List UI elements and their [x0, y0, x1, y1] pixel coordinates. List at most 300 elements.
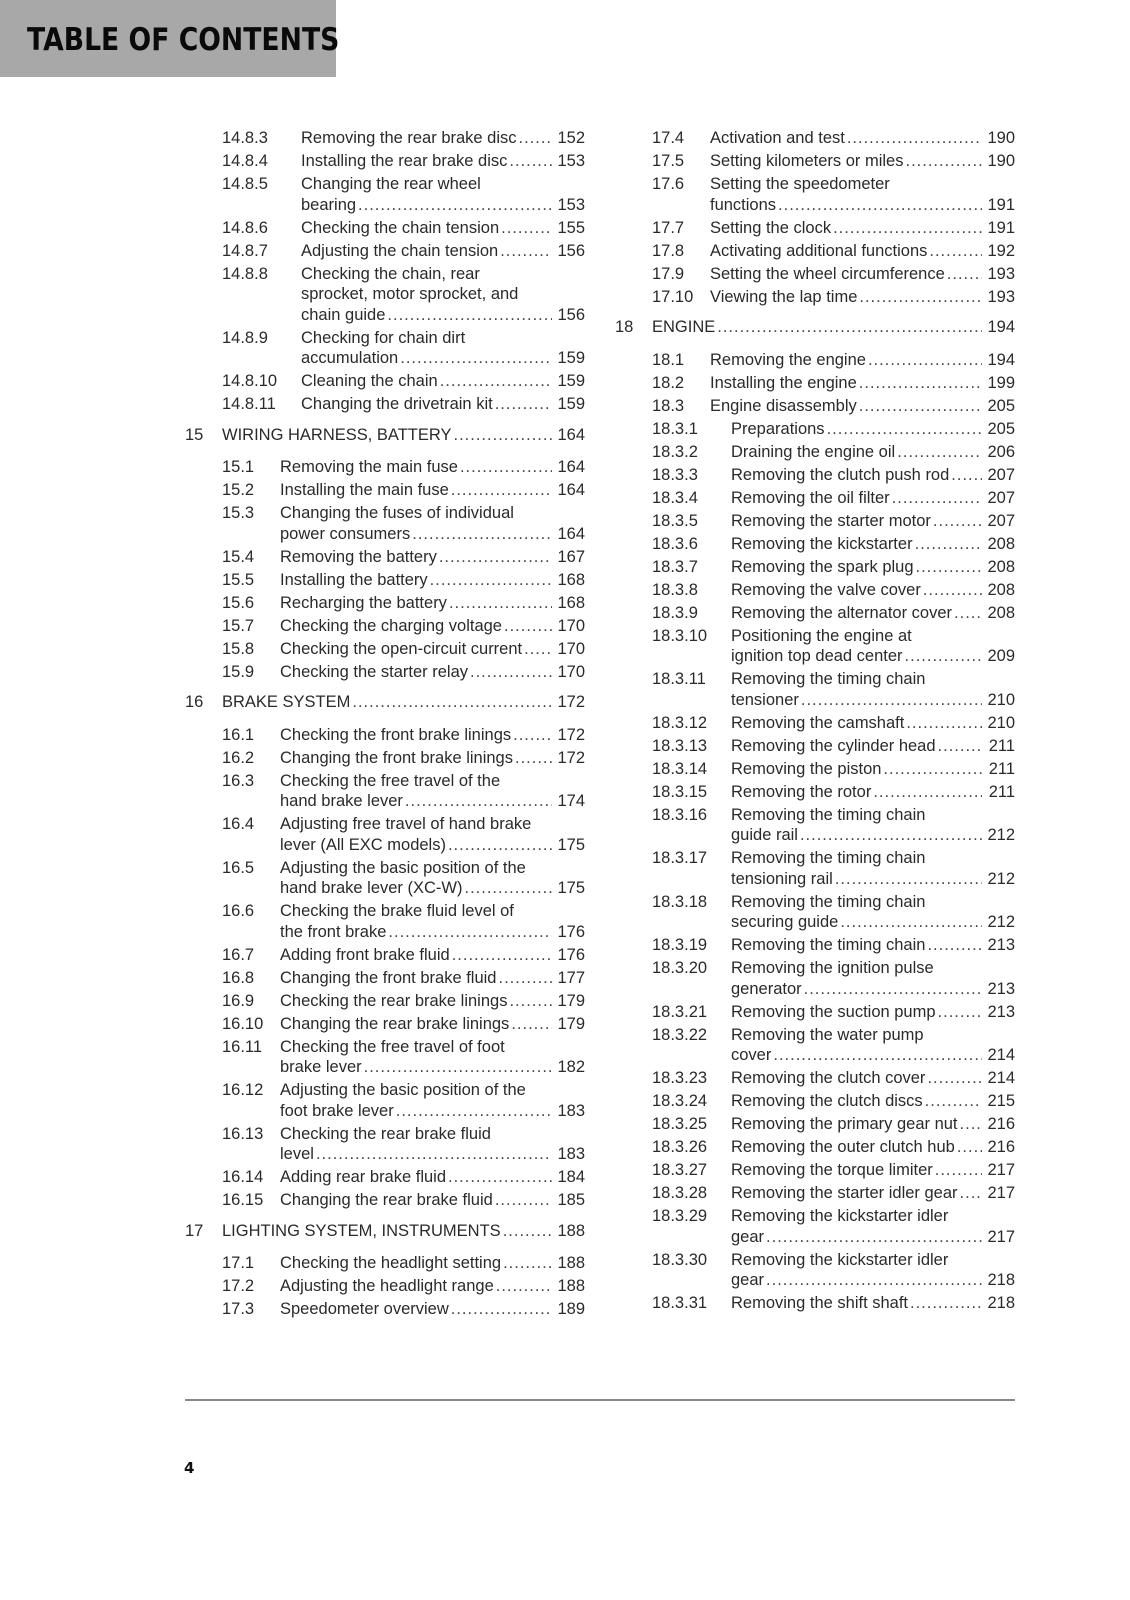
entry-body	[222, 692, 585, 713]
dot-leader	[910, 1293, 982, 1314]
section-title-row	[280, 1190, 585, 1211]
page-reference[interactable]: 190	[987, 152, 1015, 170]
dot-leader	[801, 690, 982, 711]
section-title-row	[731, 603, 1015, 624]
section-title-row	[280, 1299, 585, 1320]
section-title: Checking the starter relay	[280, 662, 469, 681]
dot-leader	[503, 1253, 552, 1274]
section-title-row	[280, 725, 585, 746]
page-reference[interactable]: 175	[557, 835, 585, 854]
section-title: Removing the kickstarter	[731, 534, 913, 553]
page-reference[interactable]: 194	[987, 350, 1015, 369]
entry-body	[731, 511, 1015, 532]
page-reference[interactable]: 210	[987, 713, 1015, 732]
page-reference[interactable]: 210	[987, 690, 1015, 709]
section-number: 16	[185, 693, 204, 711]
page-reference[interactable]: 172	[557, 748, 585, 767]
entry-body	[731, 442, 1015, 463]
dot-leader	[470, 662, 552, 683]
section-title: Removing the clutch push rod	[731, 465, 950, 484]
toc-entry[interactable]	[615, 759, 1015, 780]
section-number: 16.14	[222, 1168, 264, 1186]
entry-body	[731, 1183, 1015, 1204]
dot-leader	[500, 241, 552, 262]
toc-entry[interactable]	[615, 396, 1015, 417]
page-reference[interactable]: 156	[557, 305, 585, 324]
toc-entry[interactable]	[615, 713, 1015, 734]
toc-entry[interactable]	[185, 480, 585, 501]
toc-entry[interactable]	[615, 580, 1015, 601]
entry-body	[731, 419, 1015, 440]
dot-leader	[778, 195, 982, 216]
section-title-line: Positioning the engine at	[731, 626, 912, 645]
section-number: 18.2	[652, 373, 685, 392]
dot-leader	[847, 128, 982, 149]
entry-body	[280, 593, 585, 614]
page-reference[interactable]: 164	[557, 481, 585, 499]
entry-body	[280, 748, 585, 769]
toc-entry[interactable]	[185, 1299, 585, 1320]
entry-body	[280, 945, 585, 966]
page-reference[interactable]: 207	[987, 511, 1015, 530]
entry-body	[731, 958, 1015, 999]
entry-body	[731, 669, 1015, 710]
section-title-row	[731, 935, 1015, 956]
toc-entry[interactable]	[615, 1114, 1015, 1135]
section-title-row	[222, 1221, 585, 1242]
toc-entry[interactable]	[615, 534, 1015, 555]
toc-entry[interactable]	[185, 128, 585, 149]
section-title-row	[280, 639, 585, 660]
entry-body	[731, 603, 1015, 624]
section-title-row	[731, 912, 1015, 933]
toc-entry[interactable]	[185, 1253, 585, 1274]
toc-entry[interactable]	[615, 465, 1015, 486]
page-reference[interactable]: 156	[557, 241, 585, 260]
page-reference[interactable]: 175	[557, 879, 585, 897]
toc-entry[interactable]	[615, 350, 1015, 371]
toc-entry[interactable]	[615, 1068, 1015, 1089]
page-reference[interactable]: 211	[988, 782, 1015, 801]
toc-entry[interactable]	[615, 488, 1015, 509]
entry-body	[731, 1137, 1015, 1158]
toc-entry[interactable]	[185, 968, 585, 989]
toc-entry[interactable]	[615, 1137, 1015, 1158]
page-reference[interactable]: 191	[987, 195, 1015, 214]
dot-leader	[947, 264, 982, 285]
page-reference[interactable]: 168	[557, 593, 585, 612]
page-reference[interactable]: 190	[987, 129, 1015, 147]
dot-leader	[892, 488, 982, 509]
dot-leader	[364, 1057, 552, 1078]
page-reference[interactable]: 164	[557, 524, 585, 543]
dot-leader	[859, 373, 982, 394]
section-title-row	[710, 195, 1015, 216]
toc-entry[interactable]	[185, 241, 585, 262]
page-reference[interactable]: 185	[557, 1191, 585, 1209]
toc-entry[interactable]	[185, 371, 585, 392]
page-reference[interactable]: 172	[557, 693, 585, 711]
page-reference[interactable]: 176	[557, 922, 585, 941]
section-title: Removing the spark plug	[731, 557, 914, 576]
section-number: 18.3.26	[652, 1138, 708, 1156]
toc-chapter-entry[interactable]	[615, 317, 1015, 338]
toc-entry[interactable]	[615, 1293, 1015, 1314]
dot-leader	[951, 465, 982, 486]
dot-leader	[960, 1114, 982, 1135]
page-reference[interactable]: 217	[987, 1184, 1015, 1202]
section-title: Changing the front brake linings	[280, 748, 513, 767]
dot-leader	[835, 869, 982, 890]
toc-entry[interactable]	[615, 603, 1015, 624]
page-reference[interactable]: 208	[987, 557, 1015, 576]
page-reference[interactable]: 188	[557, 1221, 585, 1240]
entry-body	[280, 1190, 585, 1211]
section-title: Setting the wheel circumference	[710, 264, 945, 283]
section-title: Draining the engine oil	[731, 442, 896, 461]
page-reference[interactable]: 159	[557, 372, 585, 390]
section-number: 18.3.3	[652, 465, 698, 484]
section-number: 16.7	[222, 945, 255, 964]
section-title: lever (All EXC models)	[280, 835, 446, 854]
section-title-line: Checking the chain, rear	[301, 264, 480, 283]
dot-leader	[498, 968, 552, 989]
toc-entry[interactable]	[615, 935, 1015, 956]
section-title: Removing the engine	[710, 350, 866, 369]
section-title-row	[280, 570, 585, 591]
toc-entry[interactable]	[615, 151, 1015, 172]
page-reference[interactable]: 212	[987, 826, 1015, 844]
section-number: 17.1	[222, 1254, 255, 1272]
entry-body	[731, 935, 1015, 956]
section-title: level	[280, 1145, 314, 1163]
page-reference[interactable]: 206	[987, 442, 1015, 461]
section-number: 18.3.16	[652, 805, 708, 824]
toc-entry[interactable]	[185, 662, 585, 683]
toc-entry[interactable]	[185, 174, 585, 215]
toc-column-left	[185, 128, 585, 1322]
page-reference[interactable]: 159	[557, 349, 585, 367]
page-reference[interactable]: 193	[987, 287, 1015, 306]
section-title-row	[710, 264, 1015, 285]
section-title: Activation and test	[710, 129, 845, 147]
toc-entry[interactable]	[185, 858, 585, 899]
dot-leader	[352, 692, 552, 713]
toc-chapter-entry[interactable]	[185, 1221, 585, 1242]
page-reference[interactable]: 207	[987, 465, 1015, 484]
section-number: 15.7	[222, 616, 255, 635]
toc-entry[interactable]	[185, 570, 585, 591]
entry-body	[301, 218, 585, 239]
section-title: hand brake lever (XC-W)	[280, 879, 463, 897]
toc-entry[interactable]	[185, 748, 585, 769]
section-number: 15.8	[222, 639, 255, 658]
toc-entry[interactable]	[185, 328, 585, 369]
entry-body	[222, 1221, 585, 1242]
dot-leader	[766, 1227, 982, 1248]
toc-entry[interactable]	[615, 669, 1015, 710]
page-reference[interactable]: 164	[557, 425, 585, 444]
toc-entry[interactable]	[185, 991, 585, 1012]
toc-entry[interactable]	[185, 218, 585, 239]
page-reference[interactable]: 192	[987, 241, 1015, 260]
toc-entry[interactable]	[185, 264, 585, 326]
page-reference[interactable]: 153	[557, 152, 585, 170]
entry-body	[280, 1167, 585, 1188]
entry-body	[301, 241, 585, 262]
section-number: 17	[185, 1221, 204, 1240]
section-title: Removing the main fuse	[280, 458, 458, 476]
section-title-row	[280, 878, 585, 899]
toc-entry[interactable]	[185, 1276, 585, 1297]
section-number: 15.6	[222, 593, 255, 612]
entry-body	[280, 858, 585, 899]
section-title: Checking the chain tension	[301, 218, 500, 237]
toc-entry[interactable]	[615, 264, 1015, 285]
page-reference[interactable]: 170	[557, 616, 585, 635]
toc-entry[interactable]	[615, 419, 1015, 440]
page-reference[interactable]: 214	[987, 1046, 1015, 1064]
dot-leader	[717, 317, 982, 338]
toc-entry[interactable]	[615, 1183, 1015, 1204]
page-reference[interactable]: 205	[987, 396, 1015, 415]
toc-entry[interactable]	[185, 1167, 585, 1188]
page-reference[interactable]: 194	[987, 318, 1015, 336]
page-reference[interactable]: 159	[557, 395, 585, 413]
toc-entry[interactable]	[185, 503, 585, 544]
toc-entry[interactable]	[615, 1091, 1015, 1112]
section-title: Removing the piston	[731, 759, 882, 778]
page-reference[interactable]: 155	[557, 218, 585, 237]
page-reference[interactable]: 176	[557, 945, 585, 964]
toc-entry[interactable]	[615, 1206, 1015, 1247]
dot-leader	[396, 1101, 552, 1122]
toc-entry[interactable]	[185, 945, 585, 966]
page-reference[interactable]: 212	[987, 913, 1015, 931]
entry-body	[731, 1114, 1015, 1135]
section-title: Changing the front brake fluid	[280, 968, 497, 987]
toc-entry[interactable]	[615, 241, 1015, 262]
page-reference[interactable]: 191	[987, 218, 1015, 237]
section-number: 16.15	[222, 1191, 264, 1209]
page-reference[interactable]: 213	[987, 979, 1015, 998]
section-number: 18.3.19	[652, 936, 708, 954]
toc-entry[interactable]	[615, 805, 1015, 846]
section-title-line: Removing the kickstarter idler	[731, 1207, 949, 1225]
entry-body	[710, 373, 1015, 394]
page-reference[interactable]: 177	[557, 968, 585, 987]
page-reference[interactable]: 199	[987, 373, 1015, 392]
page-reference[interactable]: 216	[987, 1115, 1015, 1133]
page-reference[interactable]: 209	[987, 647, 1015, 665]
page-reference[interactable]: 183	[557, 1101, 585, 1120]
toc-entry[interactable]	[615, 373, 1015, 394]
section-number: 18.3.20	[652, 959, 708, 977]
dot-leader	[957, 1137, 982, 1158]
page-reference[interactable]: 216	[987, 1138, 1015, 1156]
page-reference[interactable]: 215	[987, 1092, 1015, 1110]
toc-entry[interactable]	[615, 848, 1015, 889]
page-reference[interactable]: 213	[987, 936, 1015, 954]
page-reference[interactable]: 183	[557, 1145, 585, 1163]
page-reference[interactable]: 208	[987, 534, 1015, 553]
toc-entry[interactable]	[185, 1037, 585, 1078]
section-title-line: Checking for chain dirt	[301, 328, 466, 347]
section-title: Removing the rotor	[731, 782, 872, 801]
toc-entry[interactable]	[185, 151, 585, 172]
dot-leader	[897, 442, 982, 463]
toc-entry[interactable]	[615, 557, 1015, 578]
page-reference[interactable]: 172	[557, 725, 585, 744]
page-reference[interactable]: 218	[987, 1294, 1015, 1312]
toc-entry[interactable]	[615, 218, 1015, 239]
toc-entry[interactable]	[615, 174, 1015, 215]
toc-entry[interactable]	[615, 128, 1015, 149]
page-reference[interactable]: 217	[987, 1161, 1015, 1179]
toc-entry[interactable]	[615, 958, 1015, 999]
toc-entry[interactable]	[185, 1124, 585, 1165]
toc-entry[interactable]	[185, 457, 585, 478]
entry-body	[731, 782, 1015, 803]
page-reference[interactable]: 188	[557, 1277, 585, 1295]
page-reference[interactable]: 208	[987, 603, 1015, 622]
dot-leader	[439, 547, 552, 568]
toc-entry[interactable]	[615, 1160, 1015, 1181]
page-reference[interactable]: 214	[987, 1069, 1015, 1087]
section-title-row	[280, 748, 585, 769]
section-number: 16.6	[222, 902, 255, 920]
toc-entry[interactable]	[185, 814, 585, 855]
dot-leader	[916, 557, 982, 578]
toc-entry[interactable]	[185, 593, 585, 614]
toc-entry[interactable]	[185, 1190, 585, 1211]
page-reference[interactable]: 213	[987, 1002, 1015, 1021]
page-reference[interactable]: 167	[557, 547, 585, 566]
toc-chapter-entry[interactable]	[185, 425, 585, 446]
section-title-row	[301, 218, 585, 239]
toc-entry[interactable]	[615, 511, 1015, 532]
page-reference[interactable]: 152	[557, 129, 585, 147]
page-reference[interactable]: 153	[557, 195, 585, 214]
dot-leader	[935, 1160, 982, 1181]
entry-body	[731, 759, 1015, 780]
section-title-row	[731, 442, 1015, 463]
dot-leader	[451, 480, 552, 501]
section-number: 17.7	[652, 218, 685, 237]
page-reference[interactable]: 218	[987, 1271, 1015, 1289]
page-reference[interactable]: 174	[557, 792, 585, 810]
toc-entry[interactable]	[615, 1250, 1015, 1291]
toc-entry[interactable]	[185, 616, 585, 637]
toc-entry[interactable]	[615, 1002, 1015, 1023]
toc-entry[interactable]	[185, 901, 585, 942]
page-reference[interactable]: 205	[987, 419, 1015, 438]
section-title-row	[280, 1167, 585, 1188]
section-number: 15.2	[222, 481, 255, 499]
section-title: Checking the charging voltage	[280, 616, 502, 635]
page-reference[interactable]: 217	[987, 1227, 1015, 1246]
toc-entry[interactable]	[615, 782, 1015, 803]
page-reference[interactable]: 164	[557, 458, 585, 476]
section-number: 15	[185, 425, 204, 444]
section-title-row	[731, 690, 1015, 711]
section-number: 14.8.6	[222, 218, 268, 237]
page-reference[interactable]: 211	[988, 759, 1015, 778]
section-title-line: Checking the rear brake fluid	[280, 1124, 491, 1143]
page-reference[interactable]: 193	[987, 264, 1015, 283]
dot-leader	[906, 713, 982, 734]
section-number: 14.8.10	[222, 372, 278, 390]
entry-body	[731, 892, 1015, 933]
section-title-row	[731, 1091, 1015, 1112]
dot-leader	[501, 218, 552, 239]
section-title-row	[731, 1068, 1015, 1089]
section-title-row	[731, 511, 1015, 532]
dot-leader	[524, 639, 552, 660]
page-reference[interactable]: 188	[557, 1254, 585, 1272]
page-reference[interactable]: 208	[987, 580, 1015, 599]
toc-chapter-entry[interactable]	[185, 692, 585, 713]
toc-entry[interactable]	[185, 547, 585, 568]
page-reference[interactable]: 170	[557, 662, 585, 681]
section-number: 16.4	[222, 815, 255, 833]
toc-entry[interactable]	[615, 736, 1015, 757]
dot-leader	[927, 935, 982, 956]
page-reference[interactable]: 207	[987, 488, 1015, 507]
section-title: Removing the alternator cover	[731, 603, 953, 622]
section-number: 18.3.28	[652, 1184, 708, 1202]
section-number: 17.10	[652, 287, 694, 306]
page-reference[interactable]: 212	[987, 869, 1015, 888]
toc-entry[interactable]	[615, 626, 1015, 667]
page-reference[interactable]: 168	[557, 570, 585, 589]
toc-column-right	[615, 128, 1015, 1316]
page-reference[interactable]: 179	[557, 1014, 585, 1033]
toc-entry[interactable]	[615, 1025, 1015, 1066]
entry-body	[731, 580, 1015, 601]
toc-entry[interactable]	[185, 639, 585, 660]
dot-leader	[933, 511, 982, 532]
toc-entry[interactable]	[185, 725, 585, 746]
section-number: 18.3.7	[652, 557, 698, 576]
toc-entry[interactable]	[185, 771, 585, 812]
page-reference[interactable]: 189	[557, 1300, 585, 1318]
entry-body	[710, 350, 1015, 371]
toc-entry[interactable]	[615, 287, 1015, 308]
section-title-row	[710, 350, 1015, 371]
section-title: Adding front brake fluid	[280, 945, 450, 964]
entry-body	[280, 1253, 585, 1274]
toc-entry[interactable]	[185, 1014, 585, 1035]
section-number: 16.3	[222, 771, 255, 790]
toc-entry[interactable]	[185, 394, 585, 415]
section-number: 15.9	[222, 662, 255, 681]
page-reference[interactable]: 179	[557, 991, 585, 1010]
dot-leader	[873, 782, 982, 803]
entry-body	[731, 1293, 1015, 1314]
section-title: Setting the clock	[710, 218, 832, 237]
dot-leader	[495, 1190, 552, 1211]
toc-entry[interactable]	[185, 1080, 585, 1121]
toc-entry[interactable]	[615, 892, 1015, 933]
page-reference[interactable]: 211	[988, 736, 1015, 755]
page-reference[interactable]: 182	[557, 1058, 585, 1076]
page-reference[interactable]: 184	[557, 1168, 585, 1186]
dot-leader	[400, 348, 552, 369]
section-title: accumulation	[301, 349, 399, 367]
page-reference[interactable]: 170	[557, 639, 585, 658]
toc-entry[interactable]	[615, 442, 1015, 463]
